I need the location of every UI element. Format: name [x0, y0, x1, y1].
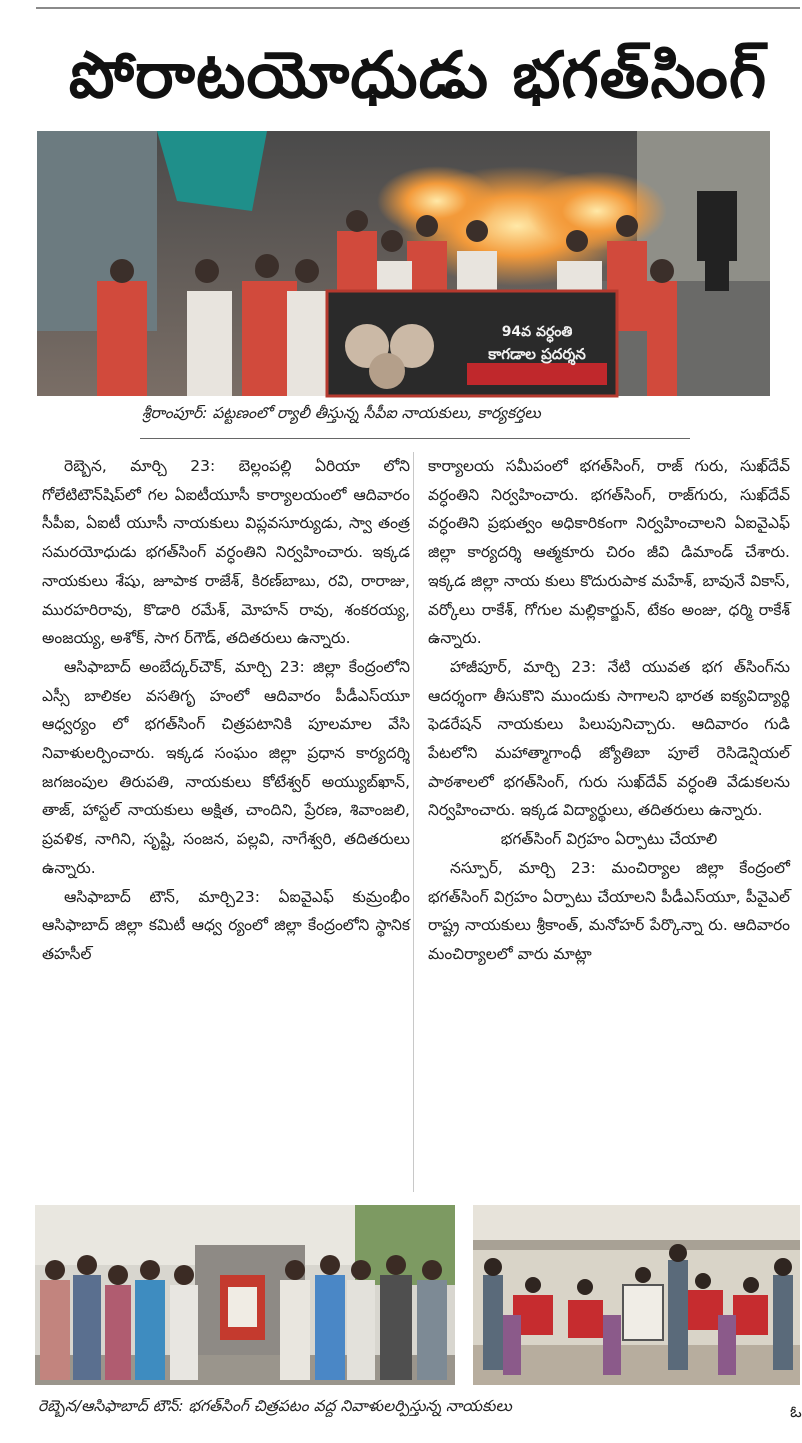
- paragraph-asifabad-ambedkar-chowk: ఆసిఫాబాద్ అంబేద్కర్‌చౌక్, మార్చి 23: జిల్లా కేంద్రంలోని ఎస్సీ బాలికల వసతిగృ హంలో ఆదివారం పీడీఎస్‌యూ ఆధ్వర్యం లో భగత్‌సింగ్ చిత్రపటానికి పూలమాల వేసి నివాళులర్పించారు. ఇక్కడ సంఘం జిల్లా ప్రధాన కార్యదర్శి జగజంపుల తిరుపతి, నాయకులు కోటేశ్వర్ అయ్యుబ్‌ఖాన్, తాజ్, హాస్టల్ నాయకులు అక్షిత, చాందిని, ప్రేరణ, శివాంజలి, ప్రవళిక, నాగిని, సృష్టి, సంజన, పల్లవి, నాగేశ్వరి, తదితరులు ఉన్నారు.: [42, 657, 410, 877]
- right-column: [428, 452, 790, 969]
- banner-line2: కాగడాల ప్రదర్శన: [488, 345, 586, 363]
- paragraph-rebbena: రెబ్బెన, మార్చి 23: బెల్లంపల్లి ఏరియా లోని గోలేటిటౌన్‌షిప్‌లో గల ఏఐటీయూసీ కార్యాలయంలో ఆదివారం సీపీఐ, ఏఐటీ యూసీ నాయకులు విప్లవసూర్యుడు, స్వా తంత్ర సమరయోధుడు భగత్‌సింగ్ వర్ధంతిని నిర్వహించారు. ఇక్కడ నాయకులు శేషు, జూపాక రాజేశ్, కిరణ్‌బాబు, రవి, రారాజు, మురహరిరావు, కొడారి రమేశ్, మోహన్ రావు, శంకరయ్య, అంజయ్య, అశోక్, సాగ ర్‌గౌడ్, తదితరులు ఉన్నారు.: [42, 457, 410, 648]
- paragraph-continued: కార్యాలయ సమీపంలో భగత్‌సింగ్, రాజ్ గురు, సుఖ్‌దేవ్ వర్ధంతిని నిర్వహించారు. భగత్‌సింగ్, రాజ్‌గురు, సుఖ్‌దేవ్ వర్ధంతిని ప్రభుత్వం అధికారికంగా నిర్వహించాలని ఏఐవైఎఫ్ జిల్లా కార్యదర్శి ఆత్మకూరు చిరం జీవి డిమాండ్ చేశారు. ఇక్కడ జిల్లా నాయ కులు కొదురుపాక మహేశ్, బావునే వికాస్, వర్కోలు రాకేశ్, గోగుల మల్లికార్జున్, టేకం అంజు, ధర్మి రాకేశ్ ఉన్నారు.: [428, 457, 790, 648]
- article-headline: పోరాటయోధుడు భగత్‌సింగ్: [68, 39, 768, 113]
- top-rule: [36, 7, 800, 9]
- tribute-photo-right: [473, 1205, 800, 1385]
- page-mark: ఓ: [790, 1402, 802, 1421]
- banner-line1: 94వ వర్ధంతి: [501, 324, 573, 340]
- top-photo-caption: శ్రీరాంపూర్: పట్టణంలో ర్యాలీ తీస్తున్న సీపీఐ నాయకులు, కార్యకర్తలు: [142, 404, 541, 422]
- paragraph-asifabad-town: ఆసిఫాబాద్ టౌన్, మార్చి23: ఏఐవైఎఫ్ కుమ్రంభీం ఆసిఫాబాద్ జిల్లా కమిటీ ఆధ్వ ర్యంలో జిల్లా కేంద్రంలోని స్థానిక తహసీల్: [42, 887, 410, 963]
- paragraph-hajipur: హాజీపూర్, మార్చి 23: నేటి యువత భగ త్‌సింగ్‌ను ఆదర్శంగా తీసుకొని ముందుకు సాగాలని భారత ఐక్యవిద్యార్థి ఫెడరేషన్ నాయకులు పిలుపునిచ్చారు. ఆదివారం గుడి పేటలోని మహాత్మాగాంధీ జ్యోతిబా పూలే రెసిడెన్షియల్ పాఠశాలలో భగత్‌సింగ్, గురు సుఖ్‌దేవ్ వర్ధంతి వేడుకలను నిర్వహించారు. ఇక్కడ విద్యార్థులు, తదితరులు ఉన్నారు.: [428, 657, 790, 820]
- bottom-photo-caption: రెబ్బెన/ఆసిఫాబాద్ టౌన్: భగత్‌సింగ్ చిత్రపటం వద్ద నివాళులర్పిస్తున్న నాయకులు: [38, 1397, 512, 1415]
- subheading-statue: భగత్‌సింగ్ విగ్రహం ఏర్పాటు చేయాలి: [500, 830, 718, 849]
- rally-photo: [37, 131, 770, 396]
- caption-underline: [140, 438, 690, 439]
- left-column: [42, 452, 410, 969]
- column-divider: [413, 452, 414, 1192]
- tribute-photo-left: [35, 1205, 455, 1385]
- paragraph-naspur: నస్పూర్, మార్చి 23: మంచిర్యాల జిల్లా కేంద్రంలో భగత్‌సింగ్ విగ్రహం ఏర్పాటు చేయాలని పీడీఎస్‌యూ, పీవైఎల్ రాష్ట్ర నాయకులు శ్రీకాంత్, మనోహర్ పేర్కొన్నా రు. ఆదివారం మంచిర్యాలలో వారు మాట్లా: [428, 858, 790, 963]
